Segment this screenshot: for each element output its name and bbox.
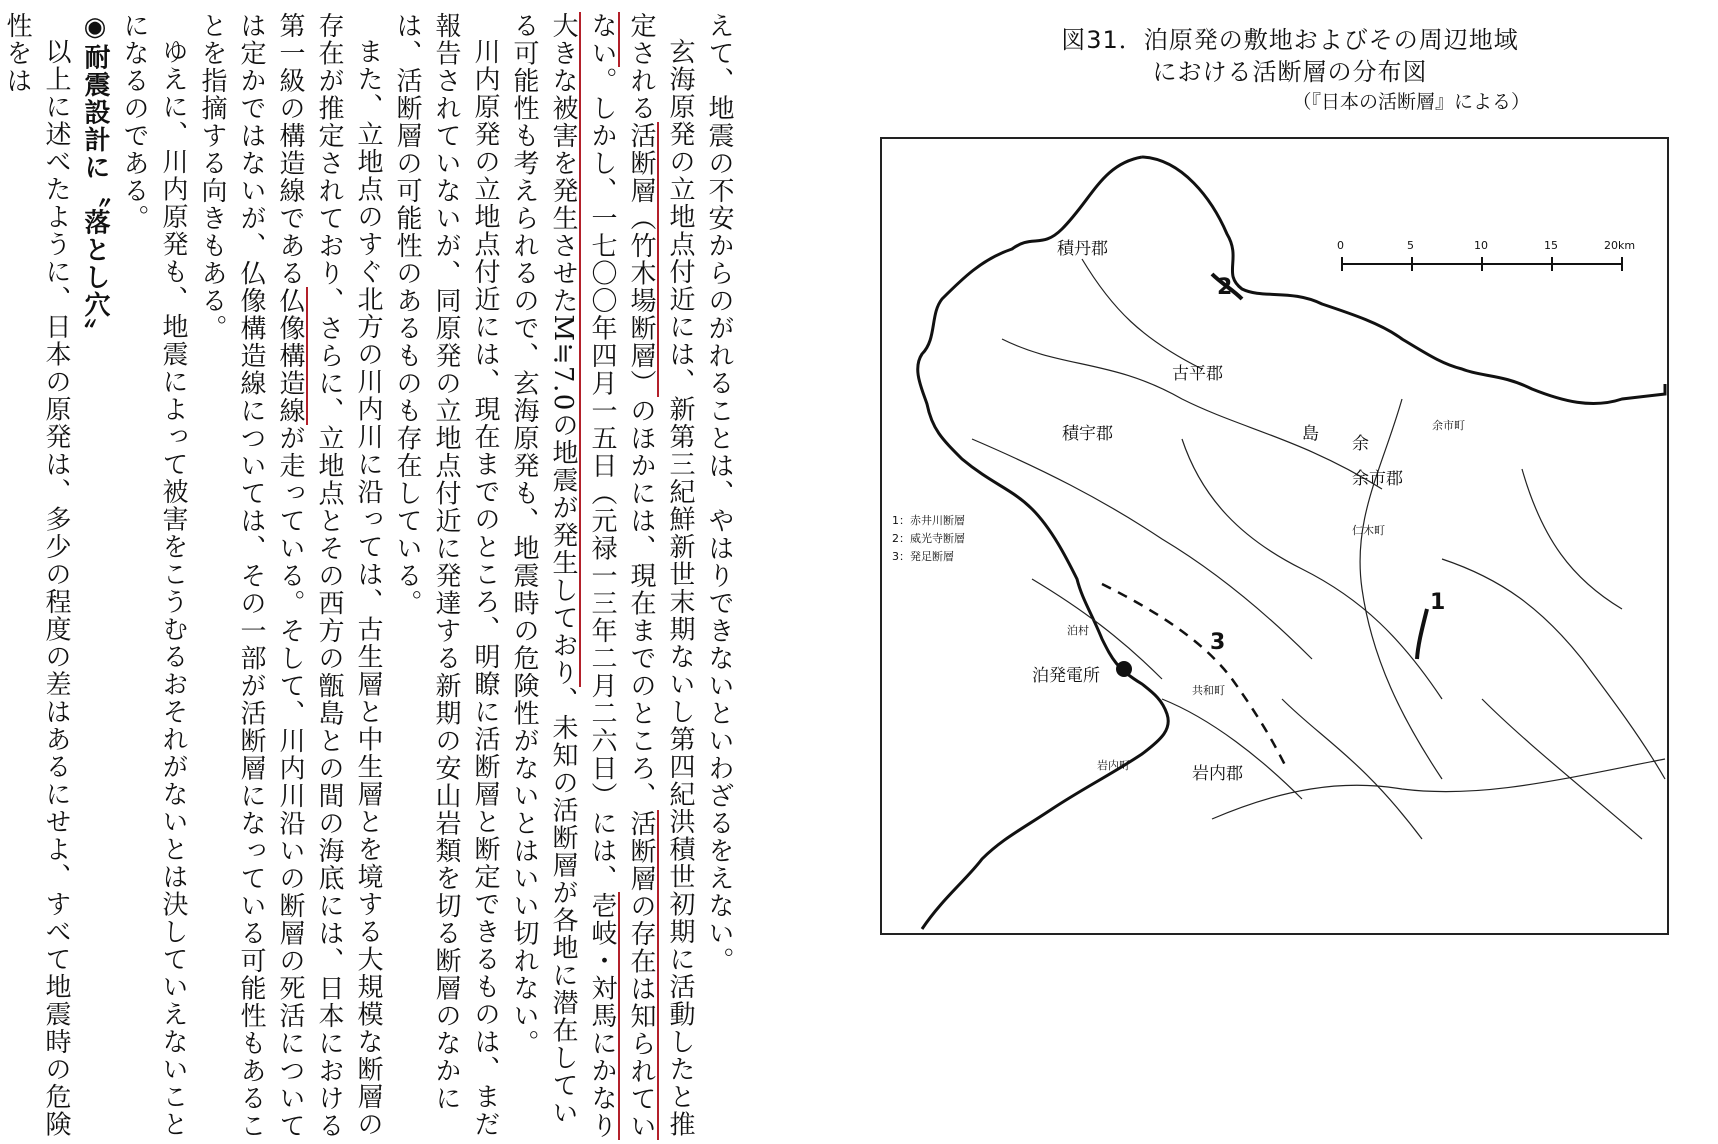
label-island: 島 [1302,424,1319,444]
p2-c: のほかには、現在までのところ、 [626,397,656,810]
fault-number-3: 3 [1210,630,1226,655]
map-drawing [882,139,1667,933]
fault-1 [1417,609,1427,659]
scale-tick-15: 15 [1544,239,1558,252]
scale-tick-20: 20km [1604,239,1636,252]
scale-bar [1337,239,1635,271]
scale-tick-10: 10 [1474,239,1488,252]
label-shakotan-ppl: 積宇郡 [1062,424,1113,444]
fault-map [880,137,1669,935]
figure-caption [1010,24,1570,116]
figure-source: （『日本の活断層』による） [1292,91,1530,113]
p4-a: また、立地点のすぐ北方の川内川に沿っては、古生層と中生層とを境する大規模な断層の存在が推定されており、さらに、立地点とその西方の甑島との間の海底には、日本における第一級の構造線である [275,12,383,1140]
power-plant-marker [1116,661,1132,677]
map-legend [892,513,965,563]
scale-tick-0: 0 [1337,239,1344,252]
p2-g: 、未知の活断層が各地に潜在している可能性も考えられるので、玄海原発も、地震時の危険性がないとはいい切れない。 [509,12,578,1127]
label-shakotan: 積丹郡 [1057,239,1108,259]
label-yoichi-town: 余市町 [1432,419,1465,432]
label-yoichi: 余市郡 [1352,469,1403,489]
p4-c: が走っている。そして、川内川沿いの断層の死活については定かではないが、仏像構造線については、その一部が活断層になっている可能性もあることを指摘する向きもある。 [197,12,305,1140]
p2-e: 。しかし、一七〇〇年四月一五日（元禄一三年二月二六日）には、 [587,67,617,892]
figure-title-line1: 図31．泊原発の敷地およびその周辺地域 [1061,26,1519,54]
legend-item-1: 1：赤井川断層 [892,514,965,527]
paragraph-5: ゆえに、川内原発も、地震によって被害をこうむるおそれがないとは決していえないことになるのである。 [119,12,188,1138]
underline-butsuzo-line: 仏像構造線 [275,287,308,425]
paragraph-4 [192,12,387,1142]
body-text [2,12,738,1142]
paragraph-2 [504,12,699,1142]
paragraph-6: 以上に述べたように、日本の原発は、多少の程度の差はあるにせよ、すべて地震時の危険性をは [2,12,71,1138]
underline-takekiba-fault: 活断層（竹木場断層） [626,122,659,397]
legend-item-2: 2：威光寺断層 [892,532,965,545]
paragraph-3: 川内原発の立地点付近には、現在までのところ、明瞭に活断層と断定できるものは、まだ報告されていないが、同原発の立地点付近に発達する新期の安山岩類を切る断層のなかには、活断層の可能性のあるものも存在している。 [392,12,500,1138]
underline-no-active-fault: 活断層の存在は知られていない [587,12,659,1140]
rivers-roads [972,259,1665,839]
label-niki-town: 仁木町 [1352,524,1385,537]
label-power-plant: 泊発電所 [1032,666,1100,686]
underline-iki-tsushima: 壱岐・対馬にかなり大きな被害を発生させたM≒7.0の地震が発生しており [548,12,620,1140]
label-furubira: 古平郡 [1172,364,1223,384]
label-yo: 余 [1352,434,1369,454]
label-tomari-village: 泊村 [1067,624,1089,637]
legend-item-3: 3：発足断層 [892,550,954,563]
fault-number-1: 1 [1430,590,1446,615]
label-iwanai: 岩内郡 [1192,764,1243,784]
fault-number-2: 2 [1217,275,1233,300]
figure-title-line2: における活断層の分布図 [1152,58,1428,86]
paragraph-1: えて、地震の不安からのがれることは、やはりできないといわざるをえない。 [704,12,734,975]
scale-tick-5: 5 [1407,239,1414,252]
label-kyowa-town: 共和町 [1192,684,1225,697]
p2-a: 玄海原発の立地点付近には、新第三紀鮮新世末期ないし第四紀洪積世初期に活動したと推定される [626,12,695,1138]
label-iwanai-town: 岩内町 [1097,759,1130,772]
section-heading: ◉耐震設計に〝落とし穴〟 [80,12,110,346]
